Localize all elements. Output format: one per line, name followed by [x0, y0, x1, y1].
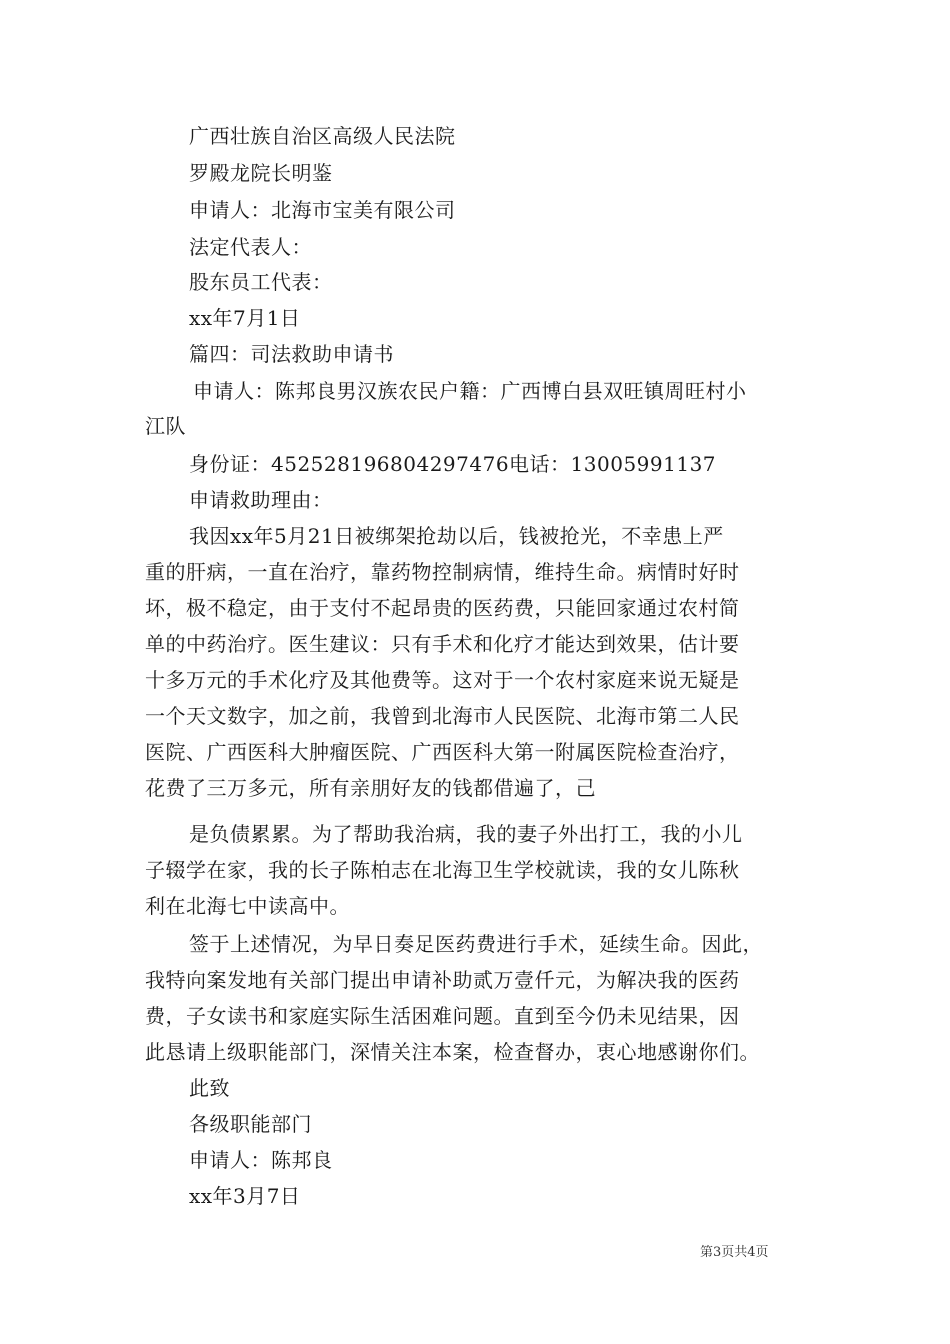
paragraph1-line: 医院、广西医科大肿瘤医院、广西医科大第一附属医院检查治疗，: [145, 740, 740, 764]
closing-applicant: 申请人：陈邦良: [189, 1148, 333, 1172]
closing-salutation: 此致: [189, 1076, 230, 1100]
applicant-info-line2: 江队: [145, 414, 186, 438]
company-applicant: 申请人：北海市宝美有限公司: [189, 198, 456, 222]
page-number: 第3页共4页: [700, 1245, 769, 1260]
paragraph1-line: 我因xx年5月21日被绑架抢劫以后，钱被抢光，不幸患上严: [189, 524, 724, 548]
closing-recipient: 各级职能部门: [189, 1112, 312, 1136]
paragraph2-line: 是负债累累。为了帮助我治病，我的妻子外出打工，我的小儿: [189, 822, 743, 846]
applicant-info-line1: 申请人：陈邦良男汉族农民户籍：广西博白县双旺镇周旺村小: [193, 379, 747, 403]
paragraph3-line: 我特向案发地有关部门提出申请补助贰万壹仟元，为解决我的医药: [145, 968, 740, 992]
reason-label: 申请救助理由：: [189, 488, 333, 512]
paragraph1-line: 十多万元的手术化疗及其他费等。这对于一个农村家庭来说无疑是: [145, 668, 740, 692]
paragraph3-line: 签于上述情况，为早日奏足医药费进行手术，延续生命。因此，: [189, 932, 763, 956]
paragraph1-line: 一个天文数字，加之前，我曾到北海市人民医院、北海市第二人民: [145, 704, 740, 728]
shareholder-representative: 股东员工代表：: [189, 270, 333, 294]
paragraph2-line: 利在北海七中读高中。: [145, 894, 350, 918]
paragraph1-line: 花费了三万多元，所有亲朋好友的钱都借遍了，己: [145, 776, 596, 800]
paragraph1-line: 单的中药治疗。医生建议：只有手术和化疗才能达到效果，估计要: [145, 632, 740, 656]
legal-representative: 法定代表人：: [189, 235, 312, 259]
paragraph2-line: 子辍学在家，我的长子陈柏志在北海卫生学校就读，我的女儿陈秋: [145, 858, 740, 882]
id-phone: 身份证：452528196804297476电话：13005991137: [189, 452, 717, 476]
paragraph1-line: 坏，极不稳定，由于支付不起昂贵的医药费，只能回家通过农村简: [145, 596, 740, 620]
paragraph3-line: 费，子女读书和家庭实际生活困难问题。直到至今仍未见结果，因: [145, 1004, 740, 1028]
paragraph3-line: 此恳请上级职能部门，深情关注本案，检查督办，衷心地感谢你们。: [145, 1040, 760, 1064]
section-title: 篇四：司法救助申请书: [189, 342, 394, 366]
closing-date: xx年3月7日: [189, 1184, 301, 1208]
company-date: xx年7月1日: [189, 306, 301, 330]
court-president: 罗殿龙院长明鉴: [189, 161, 333, 185]
court-name: 广西壮族自治区高级人民法院: [189, 124, 456, 148]
paragraph1-line: 重的肝病，一直在治疗，靠药物控制病情，维持生命。病情时好时: [145, 560, 740, 584]
